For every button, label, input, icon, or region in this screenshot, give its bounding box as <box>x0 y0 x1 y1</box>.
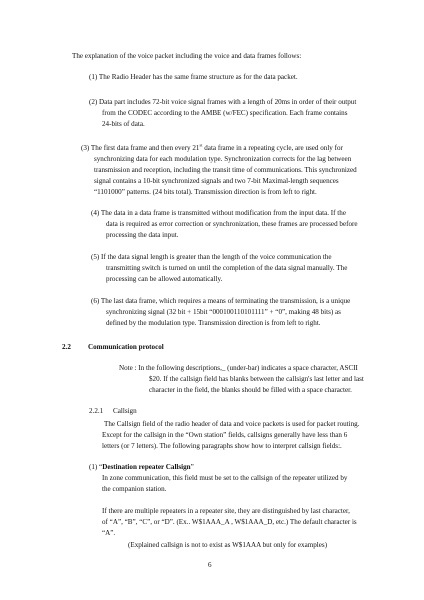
destination-line: “A”. <box>102 529 116 537</box>
callsign-line: Except for the callsign in the “Own station” fields, callsigns generally have less than 6 <box>102 431 348 439</box>
subsection-number: 2.2.1 <box>89 407 104 415</box>
destination-heading <box>89 462 194 473</box>
destination-line: If there are multiple repeaters in a repeater site, they are distinguished by last character, <box>102 507 350 515</box>
destination-line: (Explained callsign is not to exist as W$1AAA but only for examples) <box>128 541 328 549</box>
callsign-line: letters (or 7 letters). The following paragraphs show how to interpret callsign fields:. <box>102 442 342 450</box>
item-2-line: 24-bits of data. <box>102 120 145 128</box>
item-3-line: “1101000” patterns. (24 bits total). Transmission direction is from left to right. <box>94 188 317 196</box>
item-6-line: synchronizing signal (32 bit + 15bit “000100110101111” + “0”, making 48 bits) as <box>106 308 341 316</box>
quote-close: ” <box>190 463 194 471</box>
section-title: Communication protocol <box>88 343 164 351</box>
item-6-line: (6) The last data frame, which requires a means of terminating the transmission, is a unique <box>91 297 351 305</box>
section-number: 2.2 <box>62 343 71 351</box>
ordinal-suffix: st <box>199 142 203 148</box>
intro-text: The explanation of the voice packet including the voice and data frames follows: <box>72 52 302 60</box>
destination-line: of “A”, “B”, “C”, or “D”. (Ex.. W$1AAA_A , W$1AAA_D, etc.) The default character is <box>102 518 357 526</box>
item-3-text: data frame in a repeating cycle, are used only for <box>202 144 343 152</box>
item-4-line: (4) The data in a data frame is transmitted without modification from the input data. If the <box>91 209 346 217</box>
callsign-line: The Callsign field of the radio header of data and voice packets is used for packet routing. <box>104 420 360 428</box>
item-4-line: data is required as error correction or synchronization, these frames are processed before <box>106 220 358 228</box>
item-5-line: (5) If the data signal length is greater than the length of the voice communication the <box>91 253 332 261</box>
item-5-line: transmitting switch is turned on until the completion of the data signal manually. The <box>106 264 348 272</box>
item-1: (1) The Radio Header has the same frame structure as for the data packet. <box>89 73 298 81</box>
item-3-line: signal contains a 10-bit synchronized signals and two 7-bit Maximal-length sequences <box>94 177 339 185</box>
item-2-line: (2) Data part includes 72-bit voice signal frames with a length of 20ms in order of their output <box>89 98 357 106</box>
note-line: $20. If the callsign field has blanks between the callsign's last letter and last <box>149 375 364 383</box>
quote-open: (1) “ <box>89 463 103 471</box>
item-3-text: (3) The first data frame and then every 21 <box>81 144 200 152</box>
item-3-line: transmission and reception, including the transit time of communications. This synchronized <box>94 166 357 174</box>
page-number: 6 <box>208 561 212 569</box>
subsection-title: Callsign <box>113 407 137 415</box>
note-line: character in the field, the blanks should be filled with a space character. <box>149 386 352 394</box>
destination-line: the companion station. <box>102 485 167 493</box>
destination-title: Destination repeater Callsign <box>102 463 191 471</box>
item-3-line: synchronizing data for each modulation type. Synchronization corrects for the lag between <box>94 155 352 163</box>
item-2-line: from the CODEC according to the AMBE (w/FEC) specification. Each frame contains <box>102 109 348 117</box>
item-5-line: processing can be allowed automatically. <box>106 275 223 283</box>
item-4-line: processing the data input. <box>106 231 179 239</box>
destination-line: In zone communication, this field must be set to the callsign of the repeater utilized by <box>102 474 348 482</box>
note-line: Note : In the following descriptions,_ (under-bar) indicates a space character, ASCII <box>119 364 358 372</box>
item-3-line <box>81 143 343 154</box>
item-6-line: defined by the modulation type. Transmission direction is from left to right. <box>106 319 321 327</box>
